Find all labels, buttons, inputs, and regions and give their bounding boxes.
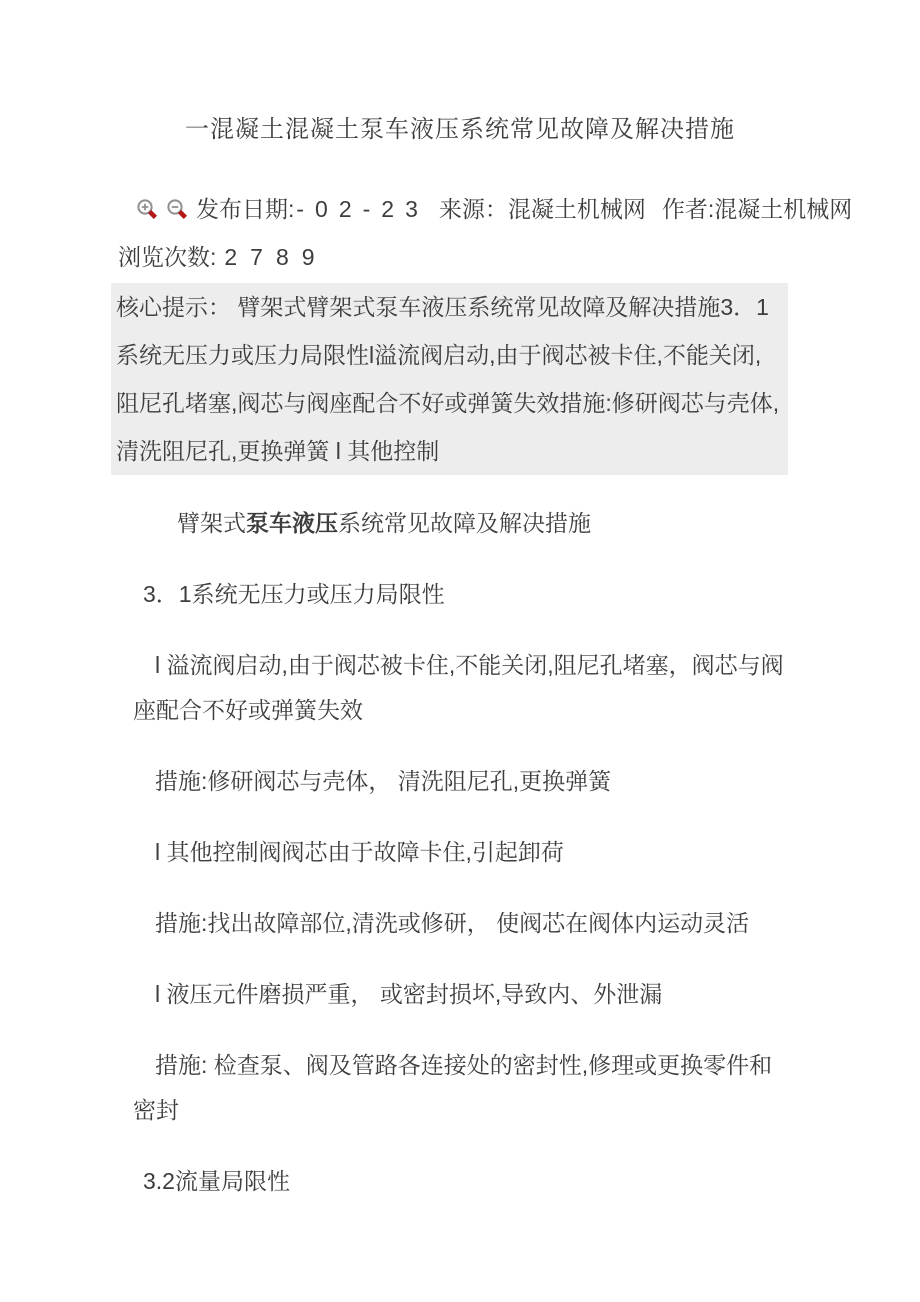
author-value: 混凝土机械网 <box>714 196 853 222</box>
zoom-out-magnifier-icon[interactable] <box>166 198 189 221</box>
view-count-line <box>118 242 920 272</box>
body-paragraph: 措施: 检查泵、阀及管路各连接处的密封性,修理或更换零件和密封 <box>133 1052 773 1123</box>
body-paragraph: l 其他控制阀阀芯由于故障卡住,引起卸荷 <box>155 839 564 865</box>
section-heading-bold: 泵车液压 <box>246 510 338 536</box>
zoom-in-magnifier-icon[interactable] <box>136 198 159 221</box>
core-tip-box: 核心提示： 臂架式臂架式泵车液压系统常见故障及解决措施3．1系统无压力或压力局限性l溢流阀启动,由于阀芯被卡住,不能关闭,阻尼孔堵塞,阀芯与阀座配合不好或弹簧失效措施:修研阀芯与壳体,清洗阻尼孔,更换弹簧 l 其他控制 <box>111 283 788 475</box>
source-label: 来源： <box>438 196 508 222</box>
body-paragraphs <box>0 572 920 1204</box>
publish-date-label: 发布日期: <box>196 196 295 222</box>
body-paragraph: l 溢流阀启动,由于阀芯被卡住,不能关闭,阻尼孔堵塞，阀芯与阀座配合不好或弹簧失效 <box>133 652 784 723</box>
section-subheading: 3.2流量局限性 <box>143 1168 290 1194</box>
section-heading-pre: 臂架式 <box>177 510 246 536</box>
publish-date-value: -02-23 <box>296 196 429 222</box>
body-paragraph: l 液压元件磨损严重， 或密封损坏,导致内、外泄漏 <box>155 981 663 1007</box>
body-paragraph: 措施:找出故障部位,清洗或修研， 使阀芯在阀体内运动灵活 <box>155 910 750 936</box>
section-subheading: 3．1系统无压力或压力局限性 <box>143 581 445 607</box>
section-heading <box>133 501 790 546</box>
source-value: 混凝土机械网 <box>507 196 646 222</box>
meta-line <box>136 194 920 224</box>
section-heading-post: 系统常见故障及解决措施 <box>338 510 591 536</box>
view-count-label: 浏览次数: <box>118 244 217 270</box>
view-count-value: 2789 <box>224 244 328 270</box>
body-paragraph: 措施:修研阀芯与壳体， 清洗阻尼孔,更换弹簧 <box>155 768 612 794</box>
page-title: 一混凝土混凝土泵车液压系统常见故障及解决措施 <box>185 116 735 143</box>
author-label: 作者: <box>661 196 715 222</box>
